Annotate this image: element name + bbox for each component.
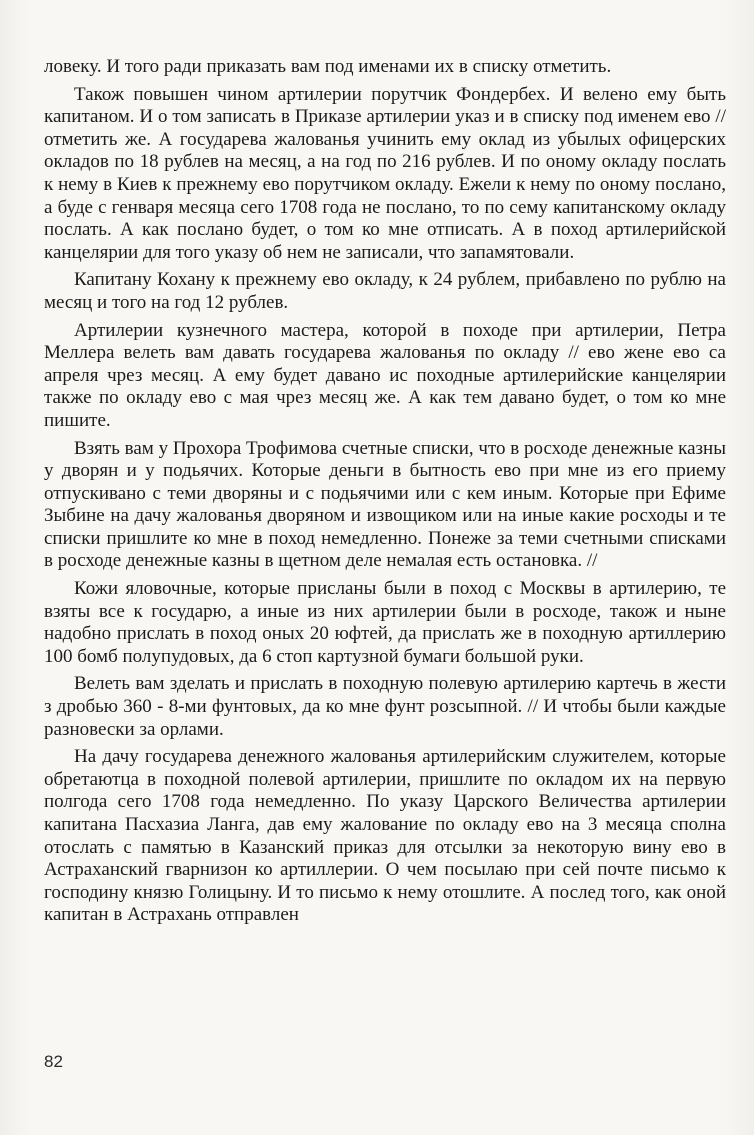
paragraph-6: Кожи яловочные, которые присланы были в поход с Москвы в артилерию, те взяты все к государю, а иные из них артилерии были в росходе, також и ныне надобно прислать в поход оных 20 юфтей, да прислать же в походную артиллерию 100 бомб полупудовых, да 6 стоп картузной бумаги большой руки.	[44, 578, 726, 667]
paragraph-3: Капитану Кохану к прежнему ево окладу, к 24 рублем, прибавлено по рублю на месяц и того на год 12 рублев.	[44, 269, 726, 313]
paragraph-1: ловеку. И того ради приказать вам под именами их в списку отметить.	[44, 56, 612, 77]
body-text	[44, 56, 726, 932]
paragraph-2: Також повышен чином артилерии порутчик Фондербех. И велено ему быть капитаном. И о том записать в Приказе артилерии указ и в списку под именем ево // отметить же. А государева жалованья учинить ему оклад из убылых офицерских окладов по 18 рублев на месяц, а на год по 216 рублев. И по оному окладу послать к нему в Киев к прежнему ево порутчиком окладу. Ежели к нему по оному послано, а буде с генваря месяца сего 1708 года не послано, то по сему капитанскому окладу послать. А как послано будет, о том ко мне отписать. А в поход артилерийской канцелярии для того указу об нем не записали, что запамятовали.	[44, 83, 726, 263]
page-number: 82	[44, 1052, 63, 1071]
paragraph-8: На дачу государева денежного жалованья артилерийским служителем, которые обретаютца в походной полевой артилерии, пришлите по окладом их на первую полгода сего 1708 года немедленно. По указу Царского Величества артилерии капитана Пасхазиа Ланга, дав ему жалование по окладу ево на 3 месяца сполна отослать с памятью в Казанский приказ для отсылки за некоторую вину ево в Астраханский гварнизон ко артиллерии. О чем посылаю при сей почте письмо к господину князю Голицыну. И то письмо к нему отошлите. А послед того, как оной капитан в Астрахань отправлен	[44, 746, 726, 926]
paragraph-7: Велеть вам зделать и прислать в походную полевую артилерию картечь в жести з дробью 360 - 8-ми фунтовых, да ко мне фунт розсыпной. // И чтобы были каждые разновески за орлами.	[44, 673, 726, 740]
paragraph-4: Артилерии кузнечного мастера, которой в походе при артилерии, Петра Меллера велеть вам давать государева жалованья по окладу // ево жене ево са апреля чрез месяц. А ему будет давано ис походные артилерийские канцелярии также по окладу ево с мая чрез месяц же. А как тем давано будет, о том ко мне пишите.	[44, 319, 726, 431]
paragraph-5: Взять вам у Прохора Трофимова счетные списки, что в росходе денежные казны у дворян и у подьячих. Которые деньги в бытность ево при мне из его приему отпускивано с теми дворяны и с подьячими или с кем иным. Которые при Ефиме Зыбине на дачу жалованья дворяном и извощиком или на иные какие росходы и те списки пришлите ко мне в поход немедленно. Понеже за теми счетными списками в росходе денежные казны в щетном деле немалая есть остановка. //	[44, 437, 726, 572]
